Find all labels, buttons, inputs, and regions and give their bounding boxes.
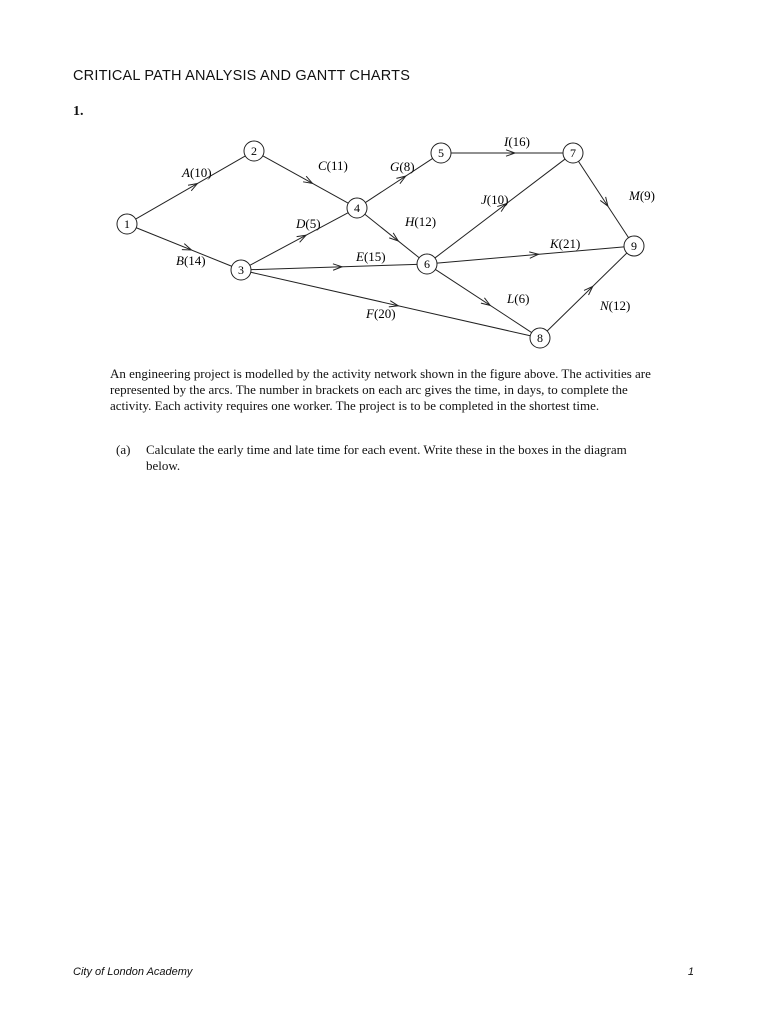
- node-9: [624, 236, 644, 256]
- activity-label-G: G(8): [390, 159, 415, 174]
- edge-M: [578, 161, 628, 237]
- edge-J: [435, 159, 565, 258]
- edge-E: [251, 264, 417, 269]
- part-a-text: Calculate the early time and late time for each event. Write these in the boxes in the diagram below.: [146, 442, 627, 473]
- activity-label-H: H(12): [405, 214, 437, 229]
- activity-label-K: K(21): [550, 236, 581, 251]
- activity-label-B: B(14): [176, 253, 206, 268]
- activity-label-N: N(12): [600, 298, 631, 313]
- activity-label-D: D(5): [296, 216, 321, 231]
- activity-label-I: I(16): [504, 134, 531, 149]
- footer-page-number: 1: [687, 966, 694, 978]
- node-label-8: 8: [537, 331, 543, 345]
- activity-network-diagram: [0, 0, 768, 360]
- activity-label-J: J(10): [481, 192, 509, 207]
- activity-label-M: M(9): [629, 188, 656, 203]
- footer-school-name: City of London Academy: [73, 966, 193, 978]
- activity-label-E: E(15): [356, 249, 386, 264]
- network-activity-labels: [176, 134, 655, 321]
- edge-N: [547, 253, 627, 331]
- page-title: CRITICAL PATH ANALYSIS AND GANTT CHARTS: [73, 68, 411, 84]
- edge-K: [437, 247, 624, 263]
- node-2: [244, 141, 264, 161]
- node-label-1: 1: [124, 217, 130, 231]
- node-label-9: 9: [631, 239, 637, 253]
- node-label-5: 5: [438, 146, 444, 160]
- arrowhead-M: [600, 197, 608, 206]
- question-number: 1.: [73, 104, 84, 119]
- node-8: [530, 328, 550, 348]
- activity-label-F: F(20): [366, 306, 396, 321]
- intro-paragraph: An engineering project is modelled by the activity network shown in the figure above. The activities are represented by the arcs. The number in brackets on each arc gives the time, in days, to complete the activity. Each activity requires one worker. The project is to be completed in the shortest time.: [110, 366, 651, 413]
- node-label-3: 3: [238, 263, 244, 277]
- node-6: [417, 254, 437, 274]
- activity-label-L: L(6): [507, 291, 530, 306]
- node-label-2: 2: [251, 144, 257, 158]
- arrowhead-L: [481, 298, 490, 306]
- arrowhead-G: [396, 176, 405, 184]
- node-label-7: 7: [570, 146, 576, 160]
- arrowhead-A: [188, 184, 197, 191]
- arrowhead-C: [303, 176, 312, 183]
- node-3: [231, 260, 251, 280]
- node-7: [563, 143, 583, 163]
- arrowhead-D: [297, 235, 306, 242]
- activity-label-C: C(11): [318, 158, 348, 173]
- node-label-6: 6: [424, 257, 430, 271]
- node-label-4: 4: [354, 201, 360, 215]
- part-a-label: (a): [116, 442, 131, 457]
- activity-label-A: A(10): [182, 165, 212, 180]
- node-1: [117, 214, 137, 234]
- node-5: [431, 143, 451, 163]
- node-4: [347, 198, 367, 218]
